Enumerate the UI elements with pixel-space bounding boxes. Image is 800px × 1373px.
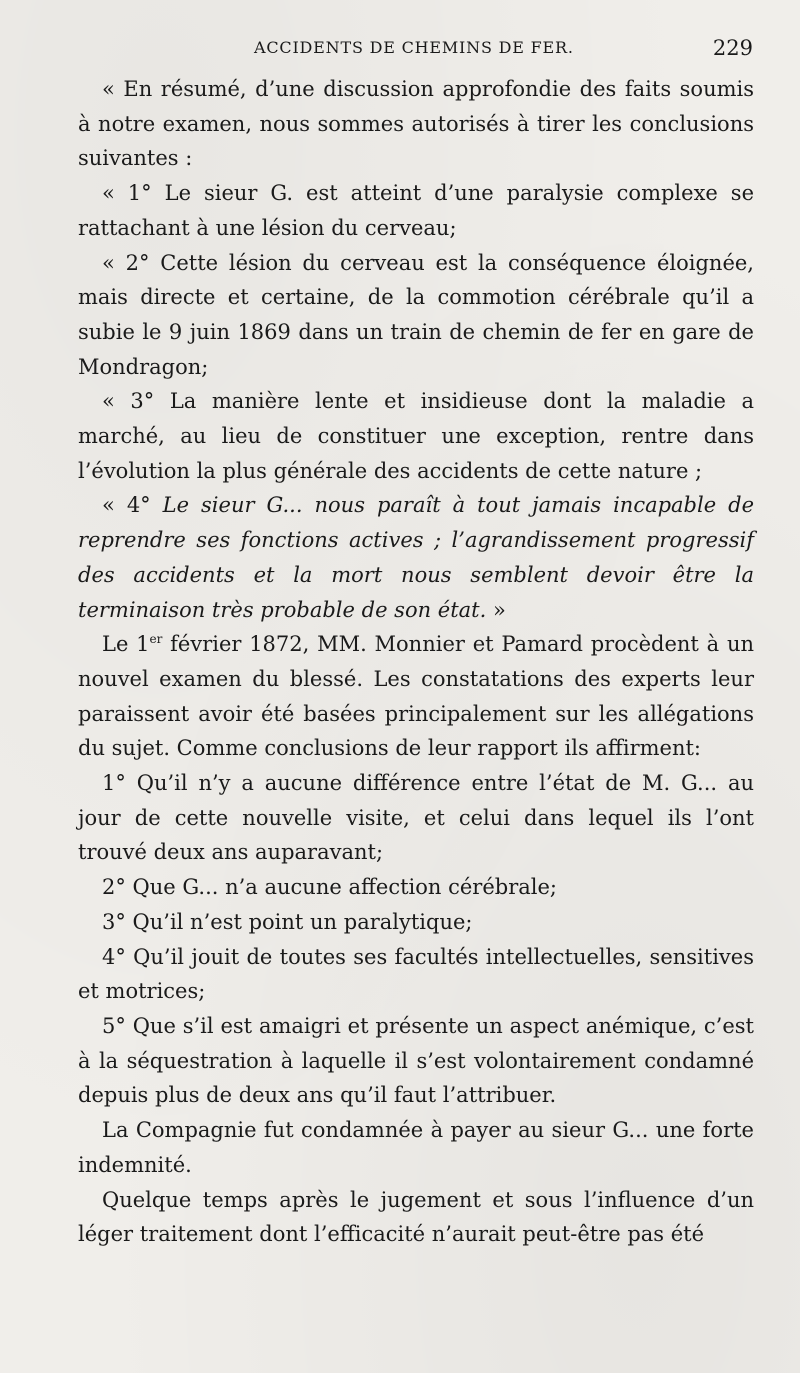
paragraph-finding-4: 4° Qu’il jouit de toutes ses facultés intellectuelles, sensitives et motrices; — [78, 944, 754, 1004]
paragraph-finding-5: 5° Que s’il est amaigri et présente un aspect anémique, c’est à la séquestration à laquelle il s’est volontairement condamné depuis plus de deux ans qu’il faut l’attribuer. — [78, 1013, 754, 1108]
paragraph-new-examination — [78, 627, 754, 766]
conclusion-4-suffix: » — [486, 597, 506, 622]
paragraph-aftermath: Quelque temps après le jugement et sous l’influence d’un léger traitement dont l’efficacité n’aurait peut-être pas été — [78, 1187, 754, 1247]
conclusion-4-italic-text: Le sieur G... nous paraît à tout jamais incapable de reprendre ses fonctions actives ; l’agrandissement progressif des accidents et la mort nous semblent devoir être la terminaison très probable de son état. — [78, 493, 754, 622]
paragraph-finding-3: 3° Qu’il n’est point un paralytique; — [102, 909, 473, 934]
paragraph-conclusion-3: « 3° La manière lente et insidieuse dont la maladie a marché, au lieu de constituer une exception, rentre dans l’évolution la plus générale des accidents de cette nature ; — [78, 389, 754, 483]
paragraph-finding-2: 2° Que G... n’a aucune affection cérébrale; — [102, 875, 557, 900]
page-number: 229 — [712, 36, 753, 60]
paragraph-finding-1: 1° Qu’il n’y a aucune différence entre l’état de M. G... au jour de cette nouvelle visite, et celui dans lequel ils l’ont trouvé deux ans auparavant; — [78, 771, 754, 865]
new-examination-start: Le 1 — [102, 632, 150, 657]
paragraph-conclusion-4 — [78, 488, 754, 627]
running-title: ACCIDENTS DE CHEMINS DE FER. — [254, 38, 574, 57]
ordinal-superscript: er — [149, 632, 163, 647]
paragraph-conclusion-1: « 1° Le sieur G. est atteint d’une paralysie complexe se rattachant à une lésion du cerveau; — [78, 181, 754, 240]
new-examination-rest: février 1872, MM. Monnier et Pamard procèdent à un nouvel examen du blessé. Les constatations des experts leur paraissent avoir été basées principalement sur les allégations du sujet. Comme conclusions de leur rapport ils affirment: — [78, 632, 754, 761]
paragraph-conclusion-2: « 2° Cette lésion du cerveau est la conséquence éloignée, mais directe et certaine, de la commotion cérébrale qu’il a subie le 9 juin 1869 dans un train de chemin de fer en gare de Mondragon; — [78, 250, 754, 379]
page-header — [78, 36, 753, 66]
conclusion-4-prefix: « 4° — [102, 493, 163, 518]
page-body — [78, 72, 754, 1252]
paragraph-judgment: La Compagnie fut condamnée à payer au sieur G... une forte indemnité. — [78, 1118, 754, 1177]
paragraph-summary-intro: « En résumé, d’une discussion approfondie des faits soumis à notre examen, nous sommes autorisés à tirer les conclusions suivantes : — [78, 77, 754, 171]
